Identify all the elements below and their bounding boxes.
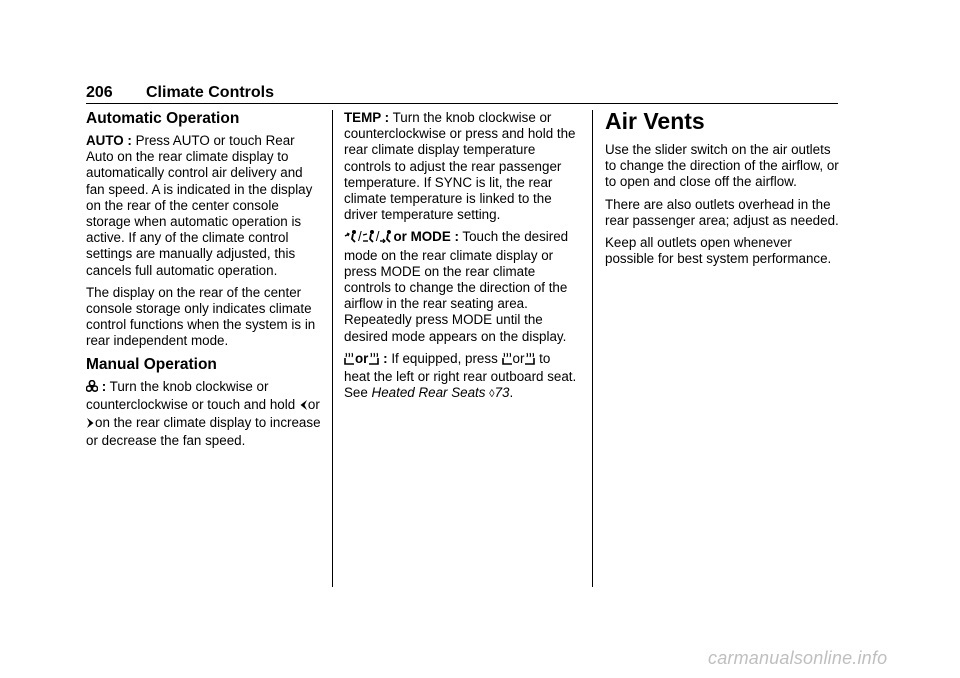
mode-paragraph <box>344 229 580 344</box>
column-divider-1 <box>332 110 333 587</box>
mode-sep-1: / <box>358 229 362 245</box>
air-vents-p3: Keep all outlets open whenever possible for best system performance. <box>605 235 832 267</box>
column-1 <box>86 110 322 455</box>
heated-seat-left-icon <box>502 352 513 369</box>
seat-text-2: to heat the left or right rear outboard seat. See <box>344 350 577 401</box>
seat-or-2: or <box>512 350 525 366</box>
seat-text-1: If equipped, press <box>387 350 498 366</box>
seat-page-ref[interactable]: 73 <box>494 385 510 401</box>
fan-text-2: on the rear climate display to increase or decrease the fan speed. <box>86 415 321 449</box>
display-paragraph: The display on the rear of the center console storage only indicates climate control functions when the system is in rear independent mode. <box>86 284 316 349</box>
temp-paragraph <box>344 110 580 223</box>
mode-sep-2: / <box>375 229 380 245</box>
heated-seat-right-icon <box>368 352 379 369</box>
auto-text: Press AUTO or touch Rear Auto on the rear climate display to automatically control air delivery and fan speed. A is indicated in the display on the rear of the center console storage when automatic operation is active. If any of the climate control settings are manually adjusted, this cancels full automatic operation. <box>86 133 313 278</box>
chapter-title: Climate Controls <box>146 84 275 101</box>
page-number: 206 <box>86 84 113 101</box>
seat-paragraph <box>344 351 580 403</box>
watermark: carmanualsonline.info <box>708 648 888 668</box>
right-arrow-icon <box>86 417 95 433</box>
heated-rear-seats-link[interactable]: Heated Rear Seats <box>371 385 486 401</box>
seat-colon: : <box>379 350 388 366</box>
page-reference-icon: ◊ <box>489 388 495 401</box>
fan-term: : <box>98 378 107 394</box>
header-rule <box>86 103 838 104</box>
air-vents-p1: Use the slider switch on the air outlets to change the direction of the airflow, or to open and close off the airflow. <box>605 142 839 190</box>
mode-text: Touch the desired mode on the rear climate display or press MODE on the rear climate controls to change the direction of the airflow in the rear seating area. Repeatedly press MODE until the desired mode appears on the display. <box>344 229 569 344</box>
floor-mode-icon <box>379 229 393 247</box>
temp-text: Turn the knob clockwise or counterclockwise or press and hold the rear climate display temperature controls to adjust the rear passenger temperature. If SYNC is lit, the rear climate temperature is linked to the driver temperature setting. <box>344 110 576 223</box>
fan-paragraph <box>86 379 322 450</box>
air-vents-p2: There are also outlets overhead in the rear passenger area; adjust as needed. <box>605 196 839 228</box>
seat-end: . <box>509 385 514 401</box>
heading-air-vents: Air Vents <box>605 108 705 134</box>
column-3 <box>605 110 839 273</box>
heated-seat-left-icon <box>344 352 355 369</box>
temp-term: TEMP : <box>344 110 390 125</box>
auto-term: AUTO : <box>86 133 132 148</box>
seat-or: or <box>355 350 369 366</box>
column-divider-2 <box>592 110 593 587</box>
left-arrow-icon <box>299 399 308 415</box>
column-2 <box>344 110 580 408</box>
vent-mode-icon <box>344 229 358 247</box>
heading-automatic-operation: Automatic Operation <box>86 110 240 127</box>
bilevel-mode-icon <box>362 229 376 247</box>
fan-or: or <box>307 396 320 412</box>
mode-term: or MODE : <box>393 229 459 245</box>
auto-paragraph <box>86 133 322 279</box>
heading-manual-operation: Manual Operation <box>86 355 217 373</box>
page-header <box>86 84 838 104</box>
fan-icon <box>86 380 98 397</box>
heated-seat-right-icon <box>524 352 535 369</box>
fan-text-1: Turn the knob clockwise or counterclockwise or touch and hold <box>86 378 296 412</box>
